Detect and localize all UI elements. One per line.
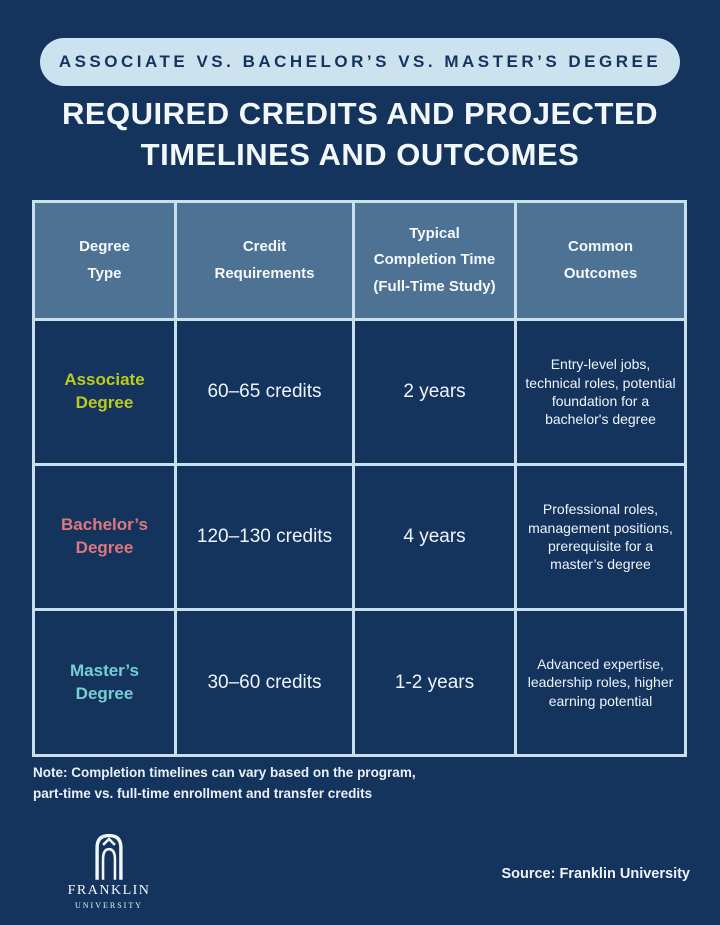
header-line: Typical <box>409 225 460 243</box>
completion-time-value: 2 years <box>403 381 466 402</box>
completion-time-value: 4 years <box>403 526 466 547</box>
table-row-masters-outcomes-cell <box>517 611 684 754</box>
credits-value: 30–60 credits <box>207 671 322 693</box>
logo-sub-wordmark: UNIVERSITY <box>75 901 143 910</box>
table-row-bachelors-degree-cell <box>35 466 174 608</box>
table-row-associate-degree-cell <box>35 321 174 463</box>
header-line: Type <box>87 264 122 282</box>
credits-value: 60–65 credits <box>207 381 322 402</box>
top-banner-pill <box>40 38 680 86</box>
footnote-line1: Note: Completion timelines can vary based on the program, <box>33 765 416 780</box>
footnote-line2: part-time vs. full-time enrollment and transfer credits <box>33 785 373 801</box>
header-line: Requirements <box>214 264 315 282</box>
degree-name-associate: Associate Degree <box>64 370 145 412</box>
logo-wordmark: FRANKLIN <box>67 883 151 898</box>
degree-name-masters: Master’s Degree <box>70 660 139 703</box>
table-row-masters-degree-cell <box>35 611 174 754</box>
source-attribution: Source: Franklin University <box>501 866 690 882</box>
degree-name-bachelors: Bachelor’s Degree <box>61 515 148 557</box>
credits-value: 120–130 credits <box>196 526 333 547</box>
header-line: Common <box>568 238 633 256</box>
page-title-line1: REQUIRED CREDITS AND PROJECTED <box>61 96 659 131</box>
header-line: Completion Time <box>373 251 496 269</box>
table-row-masters-time-cell <box>355 611 514 754</box>
header-line: (Full-Time Study) <box>373 277 496 295</box>
table-row-associate-outcomes-cell <box>517 321 684 463</box>
table-row-associate-time-cell <box>355 321 514 463</box>
completion-time-value: 1-2 years <box>394 671 475 693</box>
outcomes-text: Advanced expertise, leadership roles, higher earning potential <box>527 655 674 709</box>
page-title-line2: TIMELINES AND OUTCOMES <box>140 136 580 172</box>
column-header-completion-time <box>355 203 514 318</box>
table-row-associate-credits-cell <box>177 321 352 463</box>
column-header-degree-type <box>35 203 174 318</box>
column-header-common-outcomes <box>517 203 684 318</box>
header-line: Degree <box>79 238 130 256</box>
table-row-masters-credits-cell <box>177 611 352 754</box>
outcomes-text: Entry-level jobs, technical roles, potential foundation for a bachelor's degree <box>525 356 676 428</box>
column-header-credit-requirements <box>177 203 352 318</box>
header-line: Outcomes <box>563 264 638 282</box>
footnote <box>33 763 593 805</box>
page-title <box>0 94 720 176</box>
header-line: Credit <box>242 238 287 256</box>
table-row-bachelors-credits-cell <box>177 466 352 608</box>
comparison-table <box>32 200 687 757</box>
banner-label: ASSOCIATE VS. BACHELOR’S VS. MASTER’S DEGREE <box>58 52 662 71</box>
outcomes-text: Professional roles, management positions, prerequisite for a master’s degree <box>528 501 673 573</box>
table-row-bachelors-outcomes-cell <box>517 466 684 608</box>
table-row-bachelors-time-cell <box>355 466 514 608</box>
